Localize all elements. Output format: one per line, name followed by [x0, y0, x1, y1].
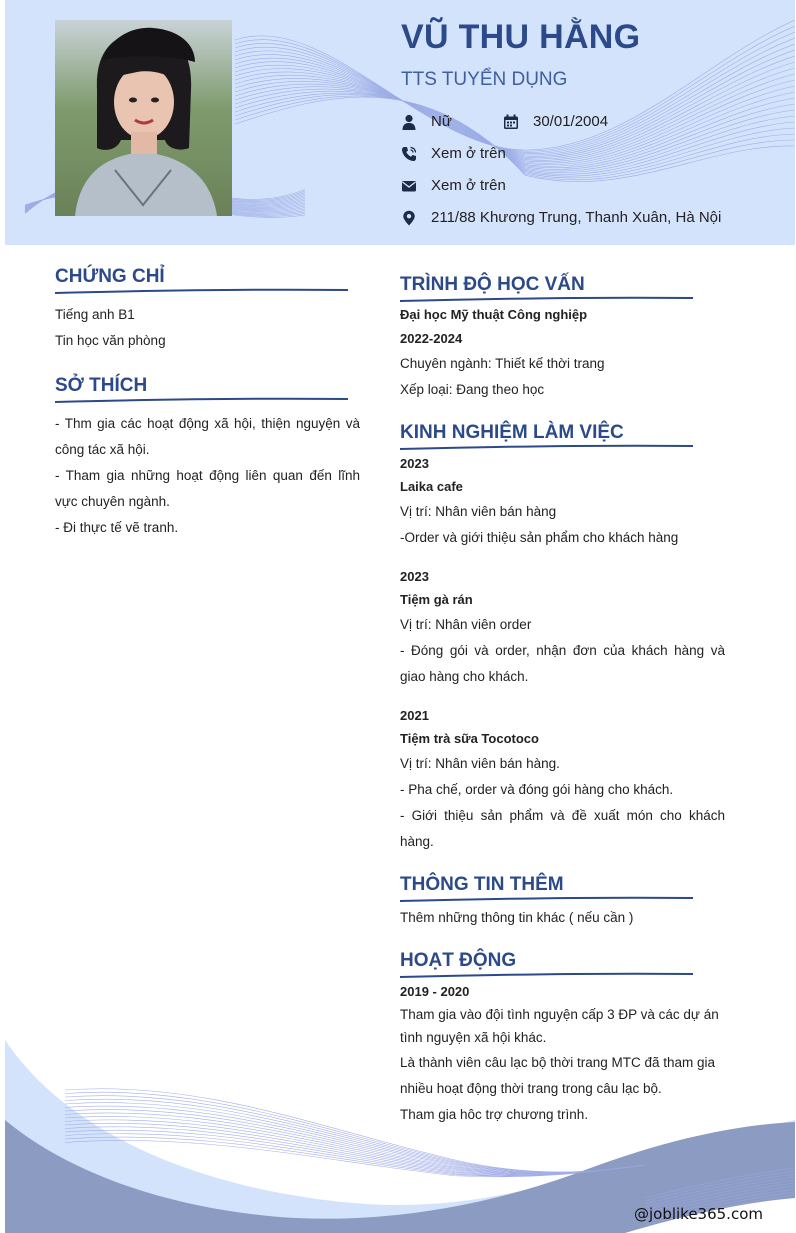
candidate-name: VŨ THU HẰNG [401, 18, 641, 56]
job-company: Laika cafe [400, 479, 463, 494]
user-icon [401, 114, 417, 130]
activity-item: Tham gia hôc trợ chương trình. [400, 1107, 589, 1122]
watermark-text: @joblike365.com [633, 1205, 763, 1223]
education-rank: Xếp loại: Đang theo học [400, 382, 545, 397]
calendar-icon [503, 114, 519, 130]
extra-info-underline [400, 896, 695, 902]
gender-value: Nữ [431, 113, 452, 130]
extra-info-text: Thêm những thông tin khác ( nếu cần ) [400, 910, 634, 925]
map-pin-icon [401, 210, 417, 226]
education-underline [400, 296, 695, 302]
envelope-icon [401, 178, 417, 194]
experience-title: KINH NGHIỆM LÀM VIỆC [400, 422, 624, 443]
job-title: TTS TUYỂN DỤNG [401, 69, 568, 90]
activity-item: Tham gia vào đội tình nguyện cấp 3 ĐP và các dự án tình nguyện xã hội khác. [400, 1007, 719, 1045]
cv-page [5, 0, 795, 1233]
certificate-item: Tin học văn phòng [55, 333, 166, 348]
activities-underline [400, 972, 695, 978]
activity-item: Là thành viên câu lạc bộ thời trang MTC đã tham gia nhiều hoạt động thời trang trong câu lạc bộ. [400, 1055, 716, 1096]
job-year: 2021 [400, 708, 429, 723]
education-years: 2022-2024 [400, 331, 463, 346]
extra-info-title: THÔNG TIN THÊM [400, 874, 564, 895]
job-position: Vị trí: Nhân viên bán hàng. [400, 756, 560, 771]
phone-row [401, 145, 506, 162]
address-row [401, 209, 721, 226]
hobbies-title: SỞ THÍCH [55, 375, 148, 396]
experience-underline [400, 444, 695, 450]
job-year: 2023 [400, 569, 429, 584]
job-position: Vị trí: Nhân viên order [400, 617, 532, 632]
email-row [401, 177, 506, 194]
gender-row [401, 113, 452, 130]
job-company: Tiệm gà rán [400, 592, 473, 607]
certificates-title: CHỨNG CHỈ [55, 266, 165, 287]
certificates-underline [55, 288, 350, 294]
dob-value: 30/01/2004 [533, 113, 609, 130]
job-year: 2023 [400, 456, 429, 471]
phone-icon [401, 146, 417, 162]
phone-value: Xem ở trên [431, 145, 506, 162]
cv-header [5, 0, 795, 245]
address-value: 211/88 Khương Trung, Thanh Xuân, Hà Nội [431, 209, 722, 226]
activities-title: HOẠT ĐỘNG [400, 950, 517, 971]
job-desc: - Đóng gói và order, nhận đơn của khách hàng và giao hàng cho khách. [400, 643, 725, 684]
job-position: Vị trí: Nhân viên bán hàng [400, 504, 557, 519]
job-company: Tiệm trà sữa Tocotoco [400, 731, 539, 746]
dob-row [503, 113, 608, 130]
education-school: Đại học Mỹ thuật Công nghiệp [400, 307, 588, 322]
activities-years: 2019 - 2020 [400, 984, 470, 999]
profile-photo [55, 20, 232, 216]
hobbies-underline [55, 397, 350, 403]
education-major: Chuyên ngành: Thiết kế thời trang [400, 356, 605, 371]
education-title: TRÌNH ĐỘ HỌC VẤN [400, 274, 585, 295]
hobby-item: - Tham gia những hoạt động liên quan đến lĩnh vực chuyên ngành. [55, 468, 360, 509]
certificate-item: Tiếng anh B1 [55, 307, 135, 322]
job-desc: - Pha chế, order và đóng gói hàng cho khách. [400, 782, 674, 797]
email-value: Xem ở trên [431, 177, 506, 194]
hobby-item: - Đi thực tế vẽ tranh. [55, 520, 179, 535]
job-desc: - Giới thiệu sản phẩm và đề xuất món cho khách hàng. [400, 808, 725, 849]
hobby-item: - Thm gia các hoạt động xã hội, thiện nguyện và công tác xã hội. [55, 416, 360, 457]
job-desc: -Order và giới thiệu sản phẩm cho khách hàng [400, 530, 679, 545]
